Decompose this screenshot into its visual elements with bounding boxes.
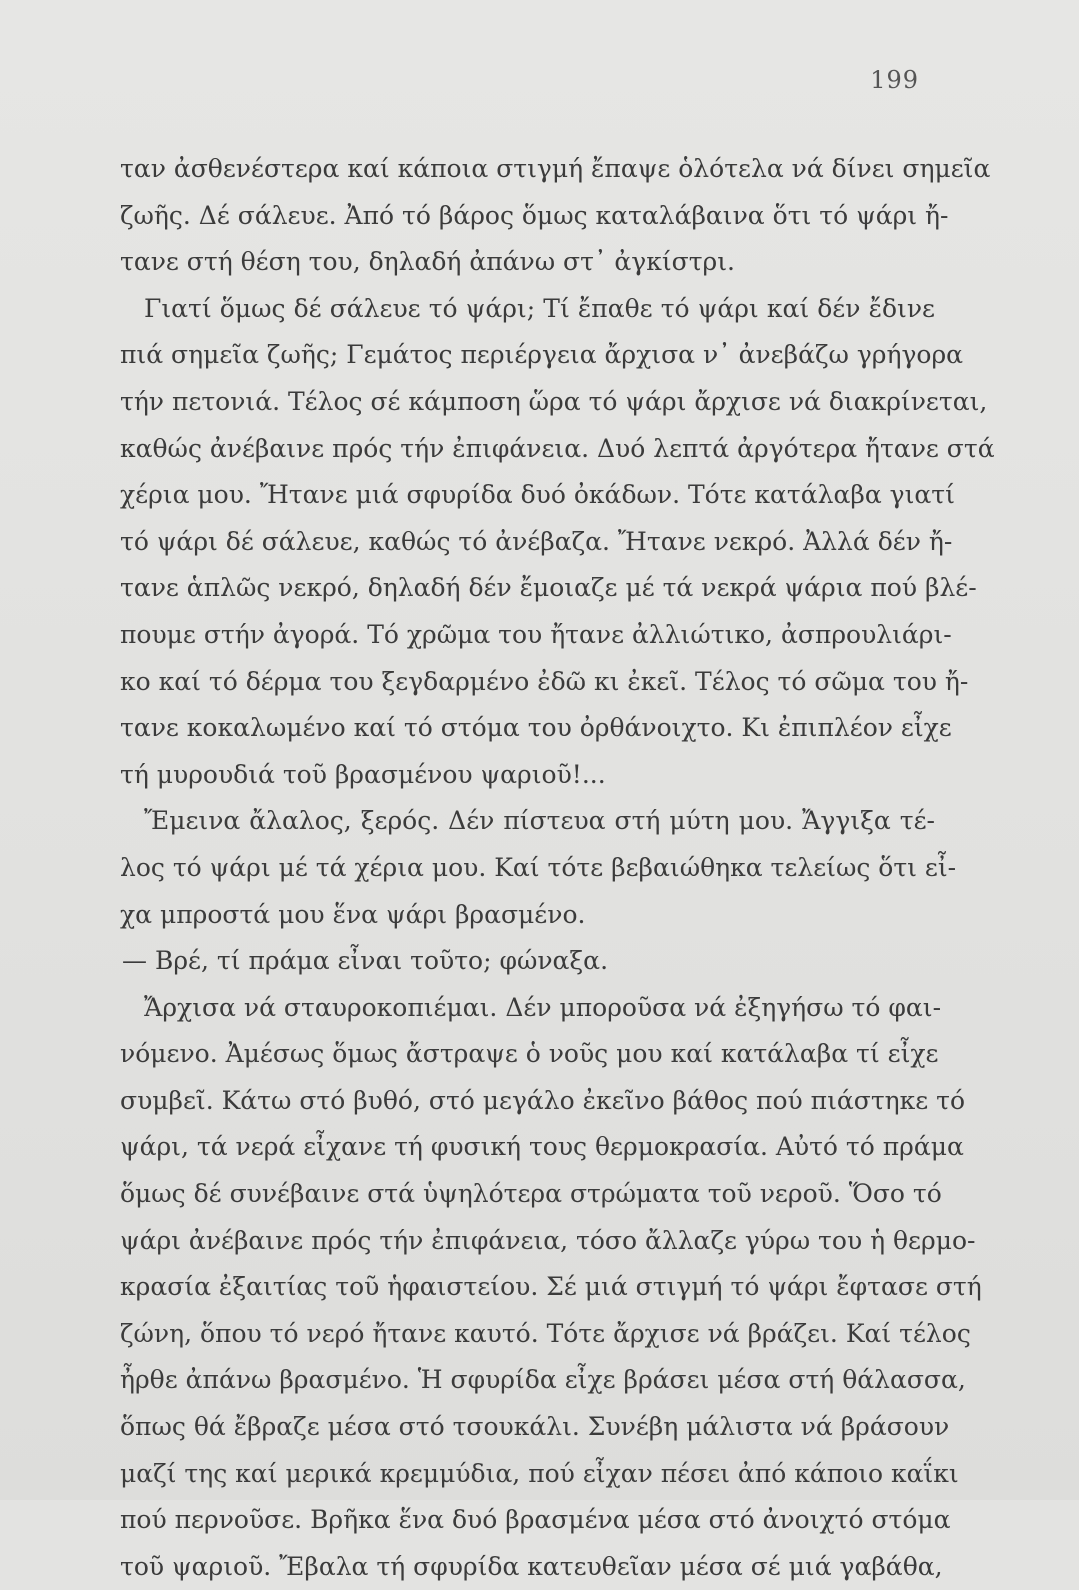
text-line: ζωῆς. Δέ σάλευε. Ἀπό τό βάρος ὅμως καταλάβαινα ὅτι τό ψάρι ἤ- [120,200,949,230]
text-line: τήν πετονιά. Τέλος σέ κάμποση ὥρα τό ψάρι ἄρχισε νά διακρίνεται, [120,386,988,416]
text-line: καθώς ἀνέβαινε πρός τήν ἐπιφάνεια. Δυό λεπτά ἀργότερα ἤτανε στά [120,433,995,463]
text-line: Γιατί ὅμως δέ σάλευε τό ψάρι; Τί ἔπαθε τό ψάρι καί δέν ἔδινε [144,293,935,323]
text-line: ζώνη, ὅπου τό νερό ἤτανε καυτό. Τότε ἄρχισε νά βράζει. Καί τέλος [120,1318,971,1348]
page-number: 199 [870,66,919,94]
text-line: τοῦ ψαριοῦ. Ἔβαλα τή σφυρίδα κατευθεῖαν μέσα σέ μιά γαβάθα, [120,1551,943,1581]
text-line: — Βρέ, τί πράμα εἶναι τοῦτο; φώναξα. [122,946,609,976]
text-line: τανε κοκαλωμένο καί τό στόμα του ὀρθάνοιχτο. Κι ἐπιπλέον εἶχε [120,713,952,743]
text-line: ψάρι, τά νερά εἶχανε τή φυσική τους θερμοκρασία. Αὐτό τό πράμα [120,1132,964,1162]
text-line: νόμενο. Ἀμέσως ὅμως ἄστραψε ὁ νοῦς μου καί κατάλαβα τί εἶχε [120,1039,939,1069]
text-line: λος τό ψάρι μέ τά χέρια μου. Καί τότε βεβαιώθηκα τελείως ὅτι εἶ- [120,852,957,882]
text-line: συμβεῖ. Κάτω στό βυθό, στό μεγάλο ἐκεῖνο βάθος πού πιάστηκε τό [120,1085,966,1115]
body-text [120,146,995,1590]
text-line: ὅμως δέ συνέβαινε στά ὑψηλότερα στρώματα τοῦ νεροῦ. Ὅσο τό [120,1179,942,1209]
text-line: πουμε στήν ἀγορά. Τό χρῶμα του ἤτανε ἀλλιώτικο, ἀσπρουλιάρι- [120,619,952,649]
text-line: χα μπροστά μου ἕνα ψάρι βρασμένο. [120,899,586,929]
text-line: τανε ἁπλῶς νεκρό, δηλαδή δέν ἔμοιαζε μέ τά νεκρά ψάρια πού βλέ- [120,573,977,603]
text-line: κο καί τό δέρμα του ξεγδαρμένο ἐδῶ κι ἐκεῖ. Τέλος τό σῶμα του ἤ- [120,666,969,696]
text-line: τή μυρουδιά τοῦ βρασμένου ψαριοῦ!... [120,759,606,789]
text-line: χέρια μου. Ἤτανε μιά σφυρίδα δυό ὀκάδων. Τότε κατάλαβα γιατί [120,480,955,510]
text-line: τανε στή θέση του, δηλαδή ἀπάνω στ᾽ ἀγκίστρι. [120,247,735,277]
text-line: τό ψάρι δέ σάλευε, καθώς τό ἀνέβαζα. Ἤτανε νεκρό. Ἀλλά δέν ἤ- [120,526,953,556]
text-line: κρασία ἐξαιτίας τοῦ ἡφαιστείου. Σέ μιά στιγμή τό ψάρι ἔφτασε στή [120,1272,982,1302]
text-line: Ἔμεινα ἄλαλος, ξερός. Δέν πίστευα στή μύτη μου. Ἄγγιξα τέ- [144,806,935,836]
text-line: ἦρθε ἀπάνω βρασμένο. Ἡ σφυρίδα εἶχε βράσει μέσα στή θάλασσα, [120,1365,966,1395]
text-line: μαζί της καί μερικά κρεμμύδια, πού εἶχαν πέσει ἀπό κάποιο καΐκι [120,1458,959,1488]
text-line: Ἄρχισα νά σταυροκοπιέμαι. Δέν μποροῦσα νά ἐξηγήσω τό φαι- [144,992,942,1022]
text-line: ταν ἀσθενέστερα καί κάποια στιγμή ἔπαψε ὁλότελα νά δίνει σημεῖα [120,154,991,183]
text-line: πιά σημεῖα ζωῆς; Γεμάτος περιέργεια ἄρχισα ν᾽ ἀνεβάζω γρήγορα [120,340,964,370]
text-line: ψάρι ἀνέβαινε πρός τήν ἐπιφάνεια, τόσο ἄλλαζε γύρω του ἡ θερμο- [120,1225,976,1255]
text-line: πού περνοῦσε. Βρῆκα ἕνα δυό βρασμένα μέσα στό ἀνοιχτό στόμα [120,1505,951,1535]
text-line: ὅπως θά ἔβραζε μέσα στό τσουκάλι. Συνέβη μάλιστα νά βράσουν [120,1412,950,1442]
